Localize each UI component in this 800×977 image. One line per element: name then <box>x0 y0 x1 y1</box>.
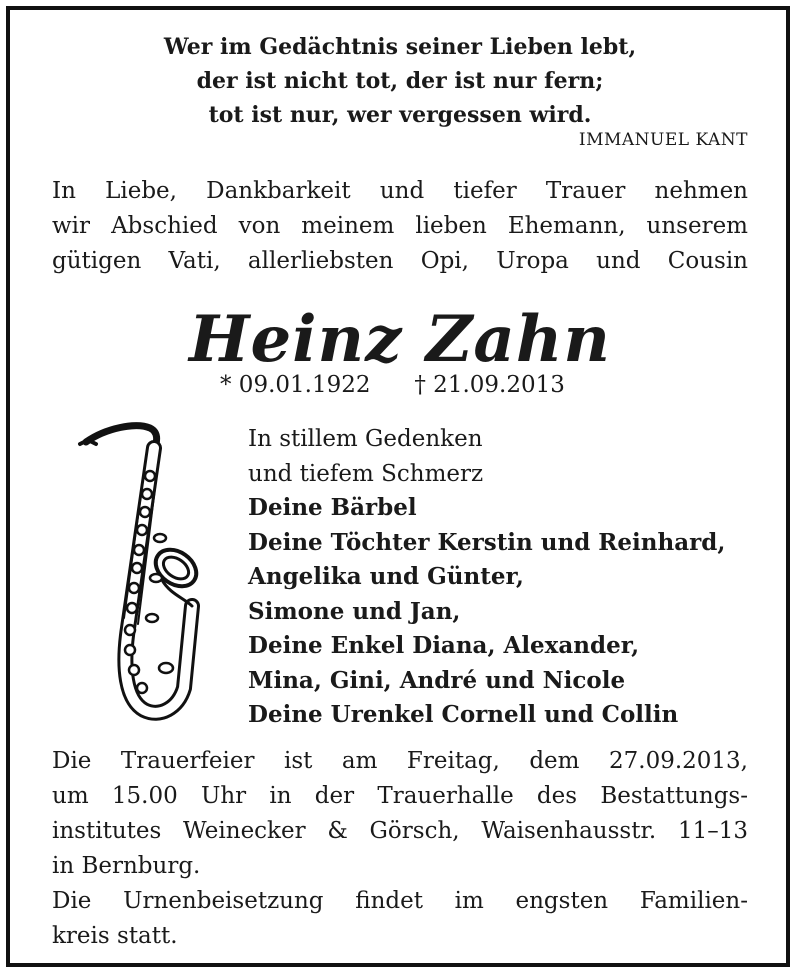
quote-line: Wer im Gedächtnis seiner Lieben lebt, <box>163 34 637 60</box>
intro-line: gütigen Vati, allerliebsten Opi, Uropa und Cousin <box>52 248 748 274</box>
mourner-line: Angelika und Günter, <box>248 563 524 590</box>
intro-line: wir Abschied von meinem lieben Ehemann, unserem <box>52 213 748 239</box>
intro-text <box>52 174 748 279</box>
mourner-line: Mina, Gini, André und Nicole <box>248 666 626 694</box>
mourner-line: Deine Töchter Kerstin und Reinhard, <box>248 528 726 556</box>
mourner-line: Deine Enkel Diana, Alexander, <box>248 632 640 659</box>
mourners-intro-line: und tiefem Schmerz <box>248 460 484 487</box>
quote-author: IMMANUEL KANT <box>578 130 748 150</box>
saxophone-icon <box>66 418 202 730</box>
quote-line: der ist nicht tot, der ist nur fern; <box>196 68 604 94</box>
quote-line: tot ist nur, wer vergessen wird. <box>208 102 592 128</box>
mourner-line: Simone und Jan, <box>248 597 461 625</box>
service-line: Die Trauerfeier ist am Freitag, dem 27.09.2013, <box>52 748 748 774</box>
service-line: in Bernburg. <box>52 853 201 879</box>
service-line: kreis statt. <box>52 923 178 949</box>
intro-line: In Liebe, Dankbarkeit und tiefer Trauer nehmen <box>52 178 748 204</box>
mourners-list <box>248 422 725 733</box>
death-date: † 21.09.2013 <box>414 372 565 398</box>
mourner-line: Deine Urenkel Cornell und Collin <box>248 701 679 728</box>
birth-date: * 09.01.1922 <box>220 372 371 398</box>
deceased-name: Heinz Zahn <box>189 302 611 377</box>
service-line: Die Urnenbeisetzung findet im engsten Familien- <box>52 888 748 914</box>
service-info <box>52 744 748 954</box>
life-dates <box>220 370 565 400</box>
mourner-line: Deine Bärbel <box>248 494 417 521</box>
service-line: institutes Weinecker & Görsch, Waisenhausstr. 11–13 <box>52 818 748 844</box>
service-line: um 15.00 Uhr in der Trauerhalle des Bestattungs- <box>52 783 748 809</box>
kant-quote <box>0 30 800 132</box>
mourners-intro-line: In stillem Gedenken <box>248 426 483 452</box>
